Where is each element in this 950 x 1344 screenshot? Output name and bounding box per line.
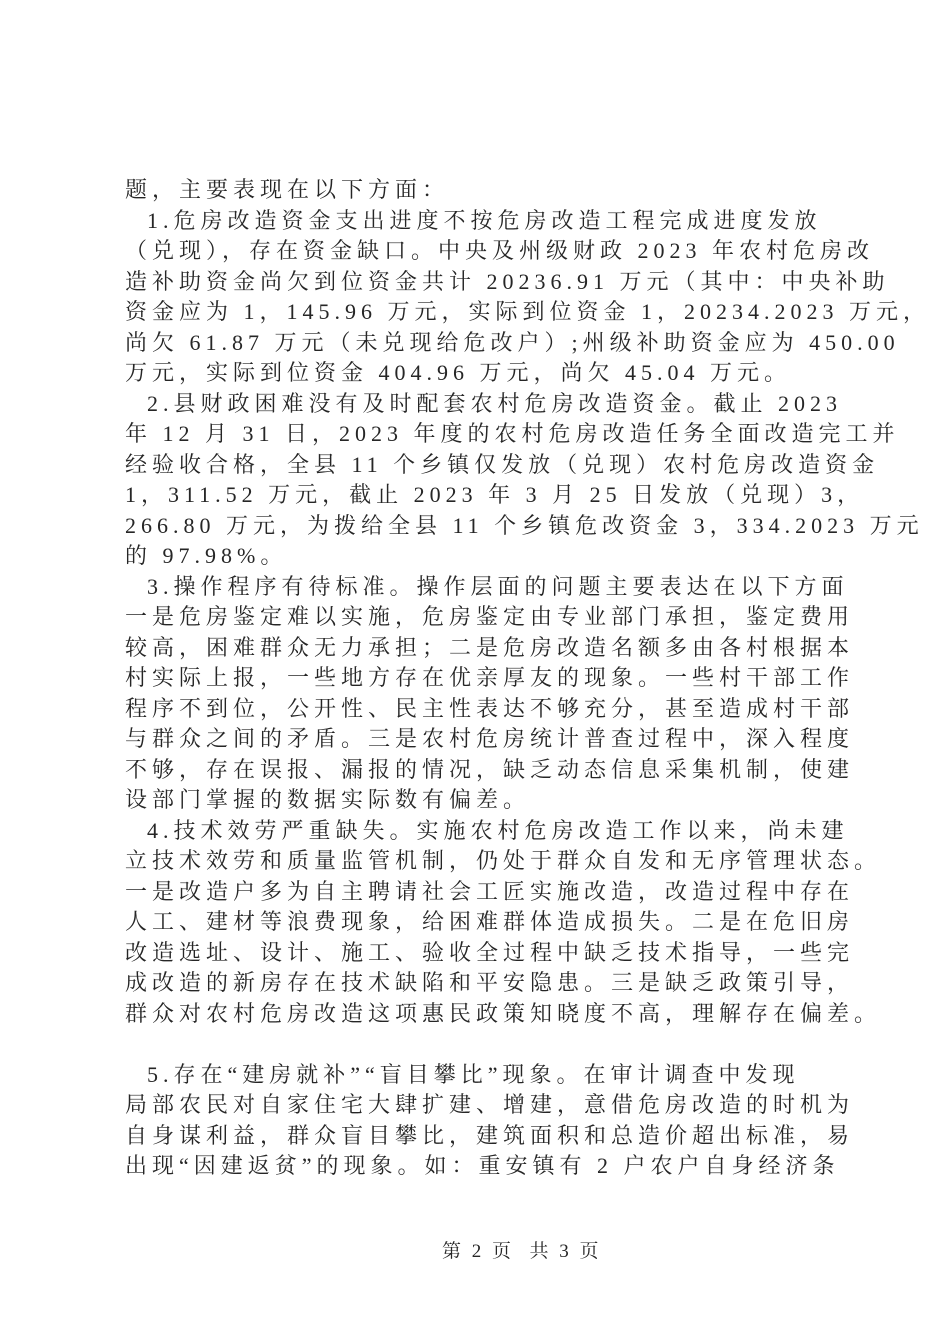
document-line: 与群众之间的矛盾。三是农村危房统计普查过程中，深入程度 <box>125 726 855 751</box>
document-line: 村实际上报，一些地方存在优亲厚友的现象。一些村干部工作 <box>125 665 855 690</box>
document-line: 较高，困难群众无力承担；二是危房改造名额多由各村根据本 <box>125 634 855 660</box>
document-line: 资金应为 1，145.96 万元，实际到位资金 1，20234.2023 万元， <box>125 299 931 324</box>
document-line: 设部门掌握的数据实际数有偏差。 <box>125 787 531 812</box>
document-line: 1，311.52 万元，截止 2023 年 3 月 25 日发放（兑现）3， <box>125 482 865 507</box>
document-line: 不够，存在误报、漏报的情况，缺乏动态信息采集机制，使建 <box>125 756 855 782</box>
document-line: （兑现），存在资金缺口。中央及州级财政 2023 年农村危房改 <box>125 238 875 263</box>
document-line: 题，主要表现在以下方面： <box>125 177 450 202</box>
document-line: 改造选址、设计、施工、验收全过程中缺乏技术指导，一些完 <box>125 939 855 965</box>
document-line: 万元，实际到位资金 404.96 万元，尚欠 45.04 万元。 <box>125 360 792 385</box>
document-line: 程序不到位，公开性、民主性表达不够充分，甚至造成村干部 <box>125 695 855 721</box>
document-line: 5.存在“建房就补”“盲目攀比”现象。在审计调查中发现 <box>147 1061 800 1087</box>
document-line: 3.操作程序有待标准。操作层面的问题主要表达在以下方面 <box>147 573 849 599</box>
document-line: 自身谋利益，群众盲目攀比，建筑面积和总造价超出标准，易 <box>125 1122 855 1148</box>
document-line: 一是危房鉴定难以实施，危房鉴定由专业部门承担，鉴定费用 <box>125 604 855 629</box>
document-line: 造补助资金尚欠到位资金共计 20236.91 万元（其中：中央补助 <box>125 268 890 294</box>
blank-line <box>125 1029 855 1060</box>
document-line: 经验收合格，全县 11 个乡镇仅发放（兑现）农村危房改造资金 <box>125 451 880 477</box>
document-line: 的 97.98%。 <box>125 543 288 568</box>
document-line: 局部农民对自家住宅大肆扩建、增建，意借危房改造的时机为 <box>125 1092 855 1117</box>
document-line: 4.技术效劳严重缺失。实施农村危房改造工作以来，尚未建 <box>147 817 849 843</box>
document-line: 成改造的新房存在技术缺陷和平安隐患。三是缺乏政策引导， <box>125 970 855 995</box>
document-line: 人工、建材等浪费现象，给困难群体造成损失。二是在危旧房 <box>125 909 855 934</box>
document-line: 群众对农村危房改造这项惠民政策知晓度不高，理解存在偏差。 <box>125 1000 882 1026</box>
document-line: 立技术效劳和质量监管机制，仍处于群众自发和无序管理状态。 <box>125 848 882 873</box>
document-line: 一是改造户多为自主聘请社会工匠实施改造，改造过程中存在 <box>125 878 855 904</box>
document-line: 266.80 万元，为拨给全县 11 个乡镇危改资金 3，334.2023 万元 <box>125 512 924 538</box>
document-line: 尚欠 61.87 万元（未兑现给危改户）;州级补助资金应为 450.00 <box>125 329 900 355</box>
document-line: 年 12 月 31 日，2023 年度的农村危房改造任务全面改造完工并 <box>125 421 900 446</box>
document-line: 2.县财政困难没有及时配套农村危房改造资金。截止 2023 <box>147 390 843 416</box>
document-lines <box>125 175 931 1182</box>
document-line: 1.危房改造资金支出进度不按危房改造工程完成进度发放 <box>147 207 822 233</box>
page-number-footer: 第 2 页 共 3 页 <box>442 1241 602 1262</box>
document-line: 出现“因建返贫”的现象。如：重安镇有 2 户农户自身经济条 <box>125 1153 840 1178</box>
